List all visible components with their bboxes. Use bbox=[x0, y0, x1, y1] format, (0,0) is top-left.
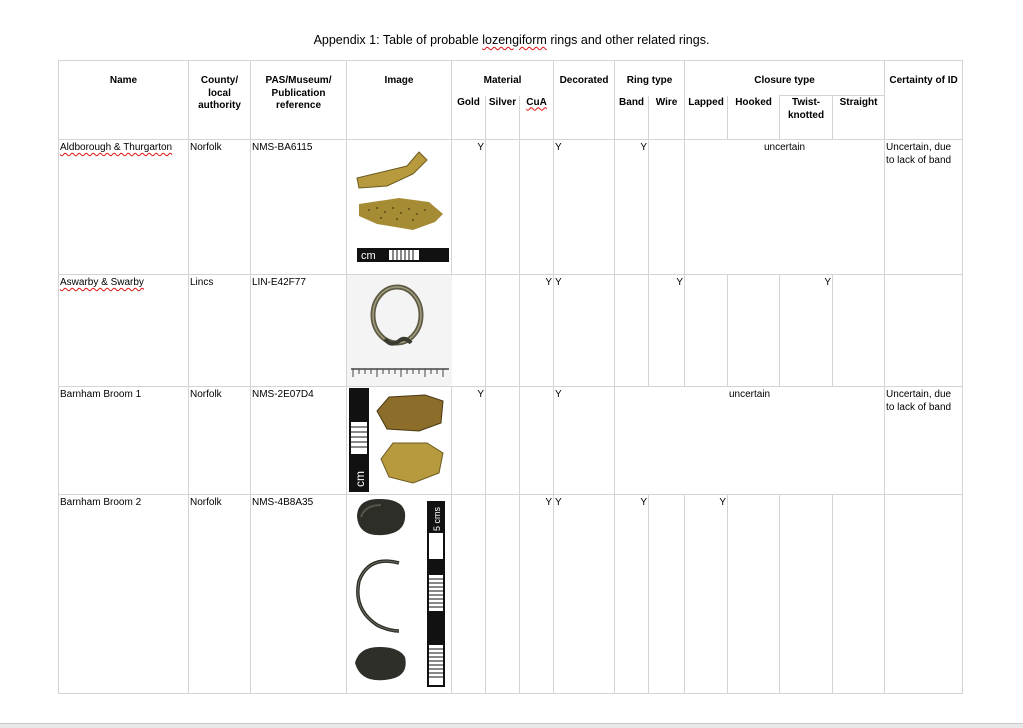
cell-silver bbox=[486, 387, 520, 495]
cell-certainty bbox=[885, 495, 963, 694]
scale-label: cm bbox=[353, 471, 367, 487]
page-edge bbox=[0, 723, 1023, 728]
header-cua: CuA bbox=[520, 96, 554, 140]
cell-decorated: Y bbox=[554, 140, 615, 275]
cell-decorated: Y bbox=[554, 387, 615, 495]
header-image: Image bbox=[347, 61, 452, 140]
cell-band: Y bbox=[615, 140, 649, 275]
header-county: County/ local authority bbox=[189, 61, 251, 140]
cell-hooked bbox=[728, 275, 780, 387]
cell-decorated: Y bbox=[554, 275, 615, 387]
cell-cua bbox=[520, 387, 554, 495]
cell-twist-knotted: Y bbox=[780, 275, 833, 387]
cell-certainty bbox=[885, 275, 963, 387]
ring-photo bbox=[347, 387, 451, 494]
cell-twist-knotted bbox=[780, 495, 833, 694]
row-name: Barnham Broom 1 bbox=[59, 387, 189, 495]
header-certainty: Certainty of ID bbox=[885, 61, 963, 140]
table-row bbox=[59, 387, 963, 495]
cell-lapped: Y bbox=[685, 495, 728, 694]
cell-silver bbox=[486, 140, 520, 275]
table-row bbox=[59, 495, 963, 694]
cell-cua: Y bbox=[520, 495, 554, 694]
cell-closure-span: uncertain bbox=[615, 387, 885, 495]
header-ring-type: Ring type bbox=[615, 61, 685, 96]
cell-lapped bbox=[685, 275, 728, 387]
cell-band: Y bbox=[615, 495, 649, 694]
ring-photo bbox=[347, 275, 451, 386]
header-gold: Gold bbox=[452, 96, 486, 140]
cell-silver bbox=[486, 495, 520, 694]
header-hooked: Hooked bbox=[728, 96, 780, 140]
row-name: Barnham Broom 2 bbox=[59, 495, 189, 694]
ring-photo bbox=[347, 495, 451, 693]
header-pas: PAS/Museum/ Publication reference bbox=[251, 61, 347, 140]
row-ref: NMS-2E07D4 bbox=[251, 387, 347, 495]
row-county: Norfolk bbox=[189, 387, 251, 495]
table-row bbox=[59, 275, 963, 387]
header-name: Name bbox=[59, 61, 189, 140]
cell-wire bbox=[649, 495, 685, 694]
cell-certainty: Uncertain, due to lack of band bbox=[885, 387, 963, 495]
cell-wire: Y bbox=[649, 275, 685, 387]
row-image bbox=[347, 387, 452, 495]
row-name: Aldborough & Thurgarton bbox=[59, 140, 189, 275]
cell-gold bbox=[452, 495, 486, 694]
cell-straight bbox=[833, 275, 885, 387]
cell-certainty: Uncertain, due to lack of band bbox=[885, 140, 963, 275]
cell-decorated: Y bbox=[554, 495, 615, 694]
cell-cua: Y bbox=[520, 275, 554, 387]
header-band: Band bbox=[615, 96, 649, 140]
cell-gold: Y bbox=[452, 387, 486, 495]
row-image bbox=[347, 495, 452, 694]
cell-straight bbox=[833, 495, 885, 694]
cell-wire bbox=[649, 140, 685, 275]
header-decorated: Decorated bbox=[554, 61, 615, 140]
row-ref: NMS-4B8A35 bbox=[251, 495, 347, 694]
cell-closure-span: uncertain bbox=[685, 140, 885, 275]
row-county: Lincs bbox=[189, 275, 251, 387]
scale-label: 5 cms bbox=[432, 506, 442, 531]
header-silver: Silver bbox=[486, 96, 520, 140]
scale-label: cm bbox=[361, 250, 376, 262]
header-twist-knotted: Twist-knotted bbox=[780, 96, 833, 140]
document-title: Appendix 1: Table of probable lozengiform rings and other related rings. bbox=[313, 33, 710, 47]
header-closure-type: Closure type bbox=[685, 61, 885, 96]
cell-band bbox=[615, 275, 649, 387]
cell-gold bbox=[452, 275, 486, 387]
row-image bbox=[347, 140, 452, 275]
ring-photo bbox=[347, 140, 451, 274]
header-wire: Wire bbox=[649, 96, 685, 140]
header-lapped: Lapped bbox=[685, 96, 728, 140]
row-name: Aswarby & Swarby bbox=[59, 275, 189, 387]
row-county: Norfolk bbox=[189, 140, 251, 275]
cell-cua bbox=[520, 140, 554, 275]
cell-hooked bbox=[728, 495, 780, 694]
row-county: Norfolk bbox=[189, 495, 251, 694]
rings-table bbox=[58, 60, 963, 694]
row-image bbox=[347, 275, 452, 387]
header-straight: Straight bbox=[833, 96, 885, 140]
row-ref: LIN-E42F77 bbox=[251, 275, 347, 387]
cell-silver bbox=[486, 275, 520, 387]
header-material: Material bbox=[452, 61, 554, 96]
table-row bbox=[59, 140, 963, 275]
row-ref: NMS-BA6115 bbox=[251, 140, 347, 275]
cell-gold: Y bbox=[452, 140, 486, 275]
